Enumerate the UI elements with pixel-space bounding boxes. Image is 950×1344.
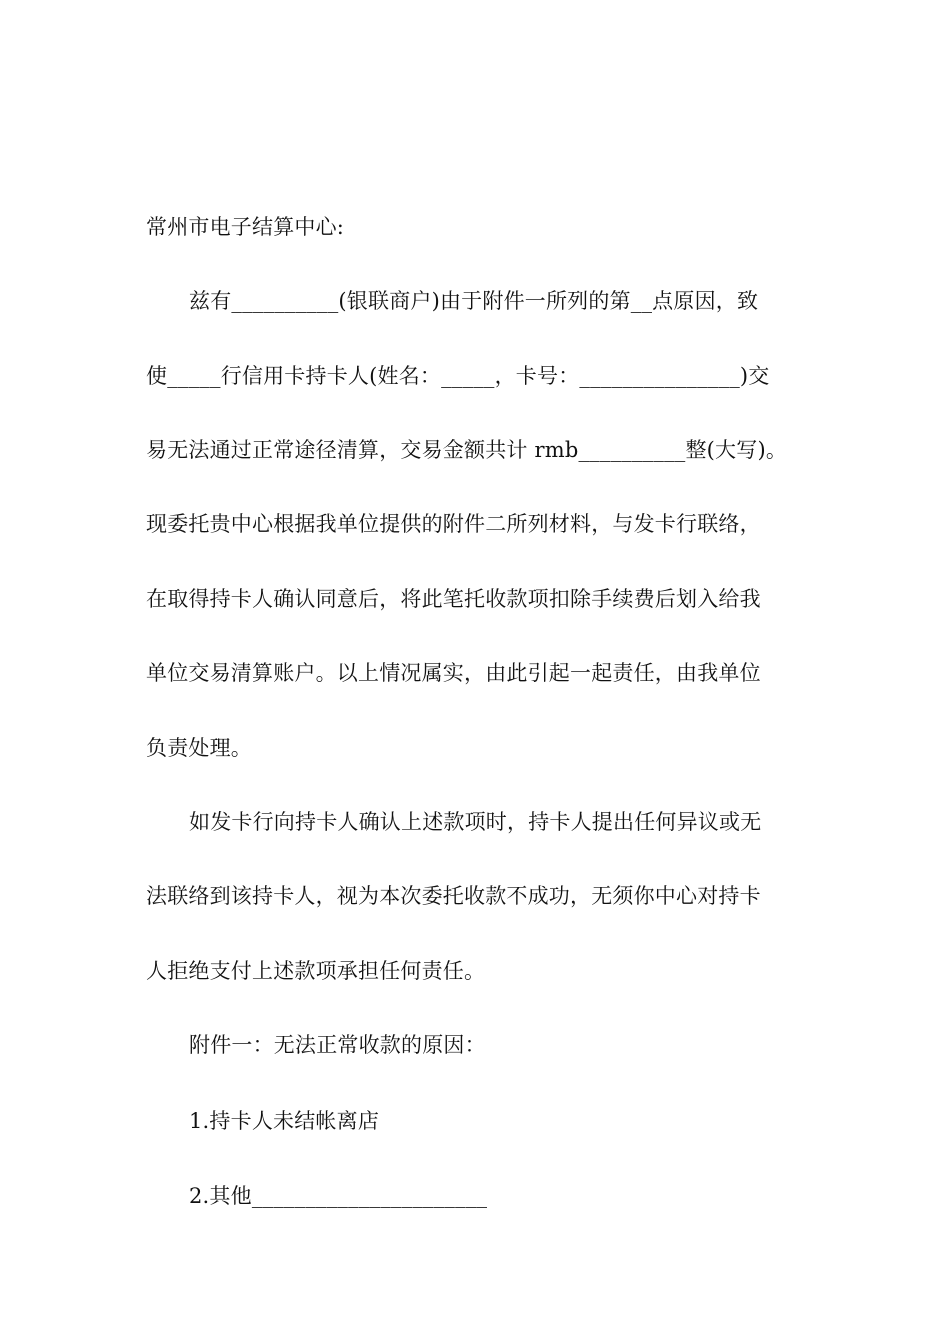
body-line-6: 单位交易清算账户。以上情况属实，由此引起一起责任，由我单位 [146, 661, 761, 685]
body-line-10: 人拒绝支付上述款项承担任何责任。 [146, 959, 486, 983]
body-line-7: 负责处理。 [146, 736, 252, 760]
body-line-8: 如发卡行向持卡人确认上述款项时，持卡人提出任何异议或无 [189, 810, 762, 834]
body-line-9: 法联络到该持卡人，视为本次委托收款不成功，无须你中心对持卡 [146, 884, 761, 908]
body-line-4: 现委托贵中心根据我单位提供的附件二所列材料，与发卡行联络， [146, 512, 761, 536]
attachment-heading: 附件一：无法正常收款的原因： [189, 1033, 486, 1057]
body-line-2: 使_____行信用卡持卡人(姓名：_____，卡号：_______________)交 [146, 364, 770, 388]
attachment-item-2: 2.其他______________________ [189, 1184, 488, 1208]
body-line-1: 兹有__________(银联商户)由于附件一所列的第__点原因，致 [189, 289, 759, 313]
body-line-5: 在取得持卡人确认同意后，将此笔托收款项扣除手续费后划入给我 [146, 587, 761, 611]
body-line-3: 易无法通过正常途径清算，交易金额共计 rmb__________整(大写)。 [146, 438, 788, 462]
salutation: 常州市电子结算中心: [146, 215, 345, 239]
attachment-item-1: 1.持卡人未结帐离店 [189, 1109, 380, 1133]
